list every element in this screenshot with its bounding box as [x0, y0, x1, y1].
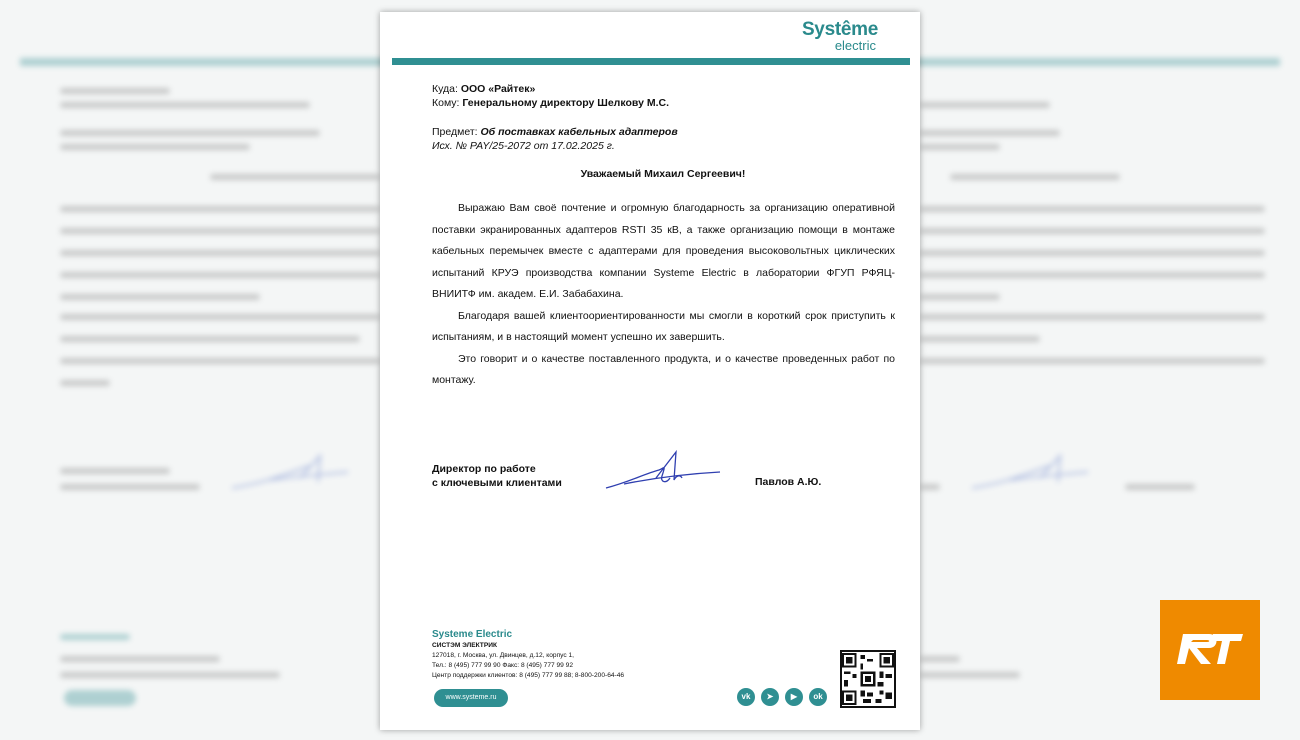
signer-title: [432, 462, 562, 490]
letter-body: [432, 198, 895, 392]
signer-title-line1: Директор по работе: [432, 463, 536, 475]
subject-block: [432, 125, 678, 153]
youtube-icon[interactable]: ▶: [785, 688, 803, 706]
greeting: Уважаемый Михаил Сергеевич!: [580, 168, 746, 180]
paragraph: Это говорит и о качестве поставленного продукта, и о качестве проведенных работ по монтажу.: [432, 352, 895, 386]
rt-logo: [1160, 600, 1260, 700]
systeme-electric-logo: [802, 20, 878, 52]
social-icons: [737, 688, 827, 706]
paragraph: Выражаю Вам своё почтение и огромную благодарность за организацию оперативной поставки экранированных адаптеров RSTI 35 кВ, а также организацию помощи в монтаже кабельных перемычек вместе с адаптерами для проведения высоковольтных циклических испытаний КРУЭ производства компании Systeme Electric в лаборатории ФГУП РФЯЦ-ВНИИТФ им. академ. Е.И. Забабахина.: [432, 202, 895, 300]
signer-title-line2: с ключевыми клиентами: [432, 477, 562, 489]
header-band: [392, 58, 910, 65]
footer-brand: Systeme Electric: [432, 629, 513, 640]
odnoklassniki-icon[interactable]: ok: [809, 688, 827, 706]
website-link[interactable]: www.systeme.ru: [434, 689, 508, 707]
to-person: Генеральному директору Шелкову М.С.: [462, 97, 669, 109]
addressee-block: [432, 82, 669, 110]
to-person-label: Кому:: [432, 97, 460, 109]
telegram-icon[interactable]: ➤: [761, 688, 779, 706]
outgoing-ref: Исх. № PAY/25-2072 от 17.02.2025 г.: [432, 140, 615, 152]
footer-phones: Тел.: 8 (495) 777 99 90 Факс: 8 (495) 777 99 92: [432, 662, 573, 669]
subject-label: Предмет:: [432, 126, 478, 138]
subject: Об поставках кабельных адаптеров: [480, 126, 678, 138]
footer-support: Центр поддержки клиентов: 8 (495) 777 99 88; 8-800-200-64-46: [432, 672, 625, 679]
footer-company: СИСТЭМ ЭЛЕКТРИК: [432, 642, 497, 649]
footer-address: 127018, г. Москва, ул. Двинцев, д.12, корпус 1,: [432, 652, 574, 659]
to-org: ООО «Райтек»: [460, 83, 536, 95]
rt-logo-icon: [1175, 630, 1245, 670]
letter-footer: [432, 628, 624, 681]
paragraph: Благодаря вашей клиентоориентированности мы смогли в короткий срок приступить к испытаниям, и в настоящий момент успешно их завершить.: [432, 309, 895, 343]
letter-page: [380, 12, 920, 730]
logo-line1: Systême: [801, 19, 878, 40]
signer-name: Павлов А.Ю.: [755, 476, 822, 488]
handwritten-signature: [604, 448, 722, 494]
qr-code-icon: [840, 650, 896, 708]
to-org-label: Куда:: [432, 83, 458, 95]
logo-line2: electric: [834, 38, 876, 53]
vk-icon[interactable]: vk: [737, 688, 755, 706]
